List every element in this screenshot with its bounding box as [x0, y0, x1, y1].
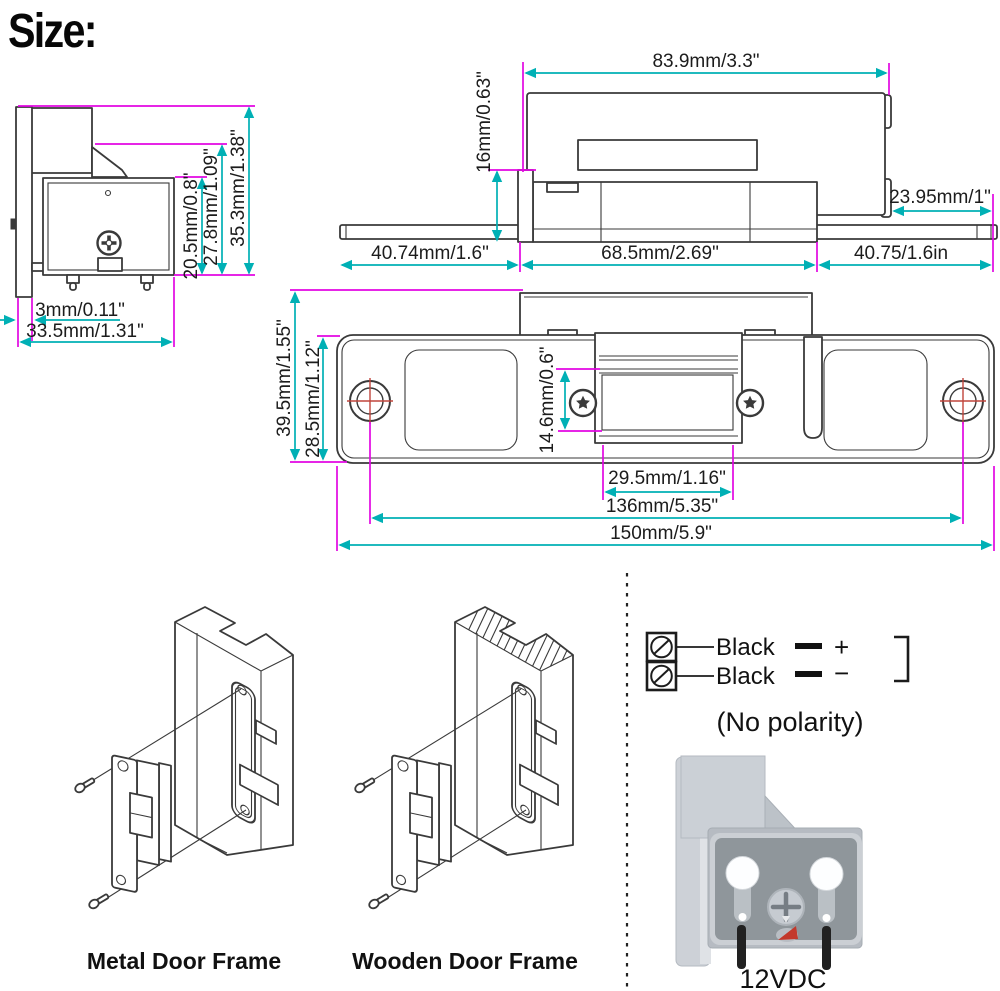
metal-door-frame-caption: Metal Door Frame — [86, 948, 282, 974]
product-photo — [676, 756, 862, 991]
minus-sign: − — [834, 658, 850, 688]
dim-front-total-height: 39.5mm/1.55" — [274, 319, 295, 437]
install-wooden-door-frame — [352, 607, 596, 974]
dim-plate-thickness: 3mm/0.11" — [35, 300, 125, 321]
dim-faceplate-depth: 16mm/0.63" — [474, 71, 495, 173]
plus-sign: + — [834, 632, 850, 662]
terminal-hole-left — [726, 857, 759, 890]
top-view-drawing — [340, 93, 997, 242]
wiring-diagram — [647, 632, 908, 737]
torx-screw-right-icon — [737, 390, 763, 416]
phillips-screw-icon — [768, 889, 804, 925]
terminal-screw-icon — [647, 633, 676, 661]
front-view-diagram — [274, 290, 994, 551]
wire-left — [737, 925, 746, 969]
torx-screw-left-icon — [570, 390, 596, 416]
voltage-label: 12VDC — [739, 964, 827, 991]
bracket-icon — [894, 637, 908, 681]
top-view-diagram — [340, 51, 997, 272]
screw-side-icon — [98, 232, 121, 255]
dim-front-total-width: 150mm/5.9" — [610, 523, 712, 544]
page-title: Size: — [8, 4, 96, 58]
side-view-diagram — [0, 106, 255, 347]
wire2-label: Black — [716, 663, 775, 690]
polarity-bar-minus — [795, 671, 822, 677]
wooden-door-frame-caption: Wooden Door Frame — [352, 948, 578, 974]
dim-side-total-width: 33.5mm/1.31" — [26, 321, 144, 342]
polarity-bar-plus — [795, 643, 822, 649]
dim-hole-spacing: 136mm/5.35" — [605, 496, 719, 517]
terminal-hole-right — [810, 858, 843, 891]
no-polarity-note: (No polarity) — [716, 707, 864, 737]
dim-keeper-width: 29.5mm/1.16" — [608, 468, 726, 489]
dim-right-offset: 23.95mm/1" — [889, 187, 991, 208]
side-view-drawing — [11, 107, 174, 297]
dim-side-mid-height: 27.8mm/1.09" — [201, 148, 222, 266]
dim-body-span: 68.5mm/2.69" — [601, 243, 719, 264]
dim-right-arm: 40.75/1.6in — [853, 243, 949, 264]
install-metal-door-frame — [74, 607, 293, 974]
wire1-label: Black — [716, 634, 775, 661]
dim-top-body-width: 83.9mm/3.3" — [652, 51, 760, 72]
dim-left-arm: 40.74mm/1.6" — [371, 243, 489, 264]
front-view-drawing — [337, 293, 994, 463]
dim-side-body-height: 20.5mm/0.8" — [181, 172, 202, 280]
terminal-screw-icon — [647, 662, 676, 690]
dim-plate-height: 28.5mm/1.12" — [303, 340, 324, 458]
dim-cavity-height: 14.6mm/0.6" — [537, 346, 558, 454]
dim-side-total-height: 35.3mm/1.38" — [228, 129, 249, 247]
